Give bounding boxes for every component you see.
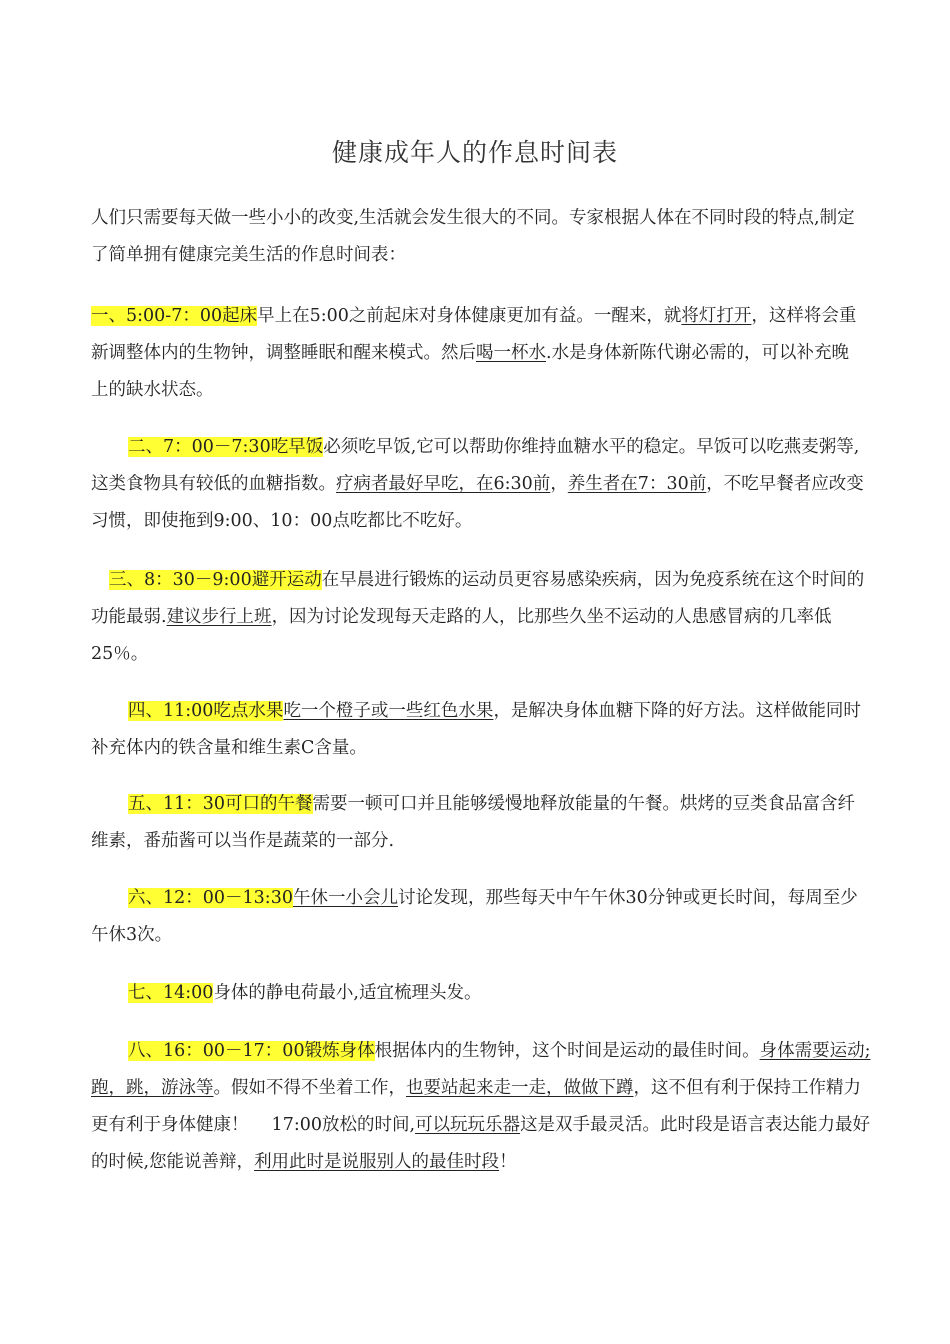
underlined-tip: 利用此时是说服别人的最佳时段	[254, 1152, 500, 1172]
section-exercise: 八、16：00－17：00锻炼身体根据体内的生物钟，这个时间是运动的最佳时间。身体需要运动;跑，跳，游泳等。假如不得不坐着工作，也要站起来走一走，做做下蹲，这不但有利于保持工作精力更有利于身体健康！ 17:00放松的时间,可以玩玩乐器这是双手最灵活。此时段是语言表达能力最好的时候,您能说善辩，利用此时是说服别人的最佳时段！	[91, 1041, 871, 1172]
intro-paragraph: 人们只需要每天做一些小小的改变,生活就会发生很大的不同。专家根据人体在不同时段的特点,制定了简单拥有健康完美生活的作息时间表：	[91, 208, 855, 265]
section-nap: 六、12：00－13:30午休一小会儿讨论发现，那些每天中午午休30分钟或更长时间，每周至少午休3次。	[91, 888, 858, 945]
underlined-tip: 喝一杯水	[476, 343, 546, 363]
section-heading: 五、11：30可口的午餐	[128, 794, 313, 814]
section-heading: 一、5:00-7：00起床	[91, 306, 258, 326]
document-title: 健康成年人的作息时间表	[331, 138, 618, 167]
underlined-tip: 疗病者最好早吃，在6:30前	[336, 474, 551, 494]
section-heading: 六、12：00－13:30	[128, 888, 293, 908]
underlined-tip: 身体需要运动;跑，跳，游泳等	[91, 1041, 871, 1098]
section-fruit: 四、11:00吃点水果吃一个橙子或一些红色水果，是解决身体血糖下降的好方法。这样做能同时补充体内的铁含量和维生素C含量。	[91, 701, 861, 758]
section-heading: 七、14:00	[128, 983, 214, 1003]
section-heading: 八、16：00－17：00锻炼身体	[128, 1041, 375, 1061]
section-hair: 七、14:00身体的静电荷最小,适宜梳理头发。	[128, 983, 482, 1003]
underlined-tip: 可以玩玩乐器	[415, 1115, 521, 1135]
section-avoid-exercise: 三、8：30－9:00避开运动在早晨进行锻炼的运动员更容易感染疾病，因为免疫系统在这个时间的功能最弱.建议步行上班，因为讨论发现每天走路的人，比那些久坐不运动的人患感冒病的几率低25％。	[91, 570, 865, 664]
underlined-tip: 将灯打开	[681, 306, 752, 326]
section-wake-up: 一、5:00-7：00起床早上在5:00之前起床对身体健康更加有益。一醒来，就将灯打开，这样将会重新调整体内的生物钟，调整睡眠和醒来模式。然后喝一杯水.水是身体新陈代谢必需的，可以补充晚上的缺水状态。	[91, 306, 857, 400]
section-heading: 四、11:00吃点水果	[128, 701, 284, 721]
underlined-tip: 养生者在7：30前	[567, 474, 707, 494]
underlined-tip: 也要站起来走一走，做做下蹲	[406, 1078, 634, 1098]
section-lunch: 五、11：30可口的午餐需要一顿可口并且能够缓慢地释放能量的午餐。烘烤的豆类食品富含纤维素，番茄酱可以当作是蔬菜的一部分.	[91, 794, 856, 851]
underlined-tip: 吃一个橙子或一些红色水果	[283, 701, 494, 721]
section-heading: 三、8：30－9:00避开运动	[109, 570, 322, 590]
section-breakfast: 二、7：00－7:30吃早饭必须吃早饭,它可以帮助你维持血糖水平的稳定。早饭可以吃燕麦粥等,这类食物具有较低的血糖指数。疗病者最好早吃，在6:30前，养生者在7：30前，不吃早餐者应改变习惯，即使拖到9:00、10：00点吃都比不吃好。	[91, 437, 864, 531]
underlined-tip: 建议步行上班	[166, 607, 272, 627]
section-heading: 二、7：00－7:30吃早饭	[128, 437, 324, 457]
underlined-tip: 午休一小会儿	[292, 888, 398, 908]
